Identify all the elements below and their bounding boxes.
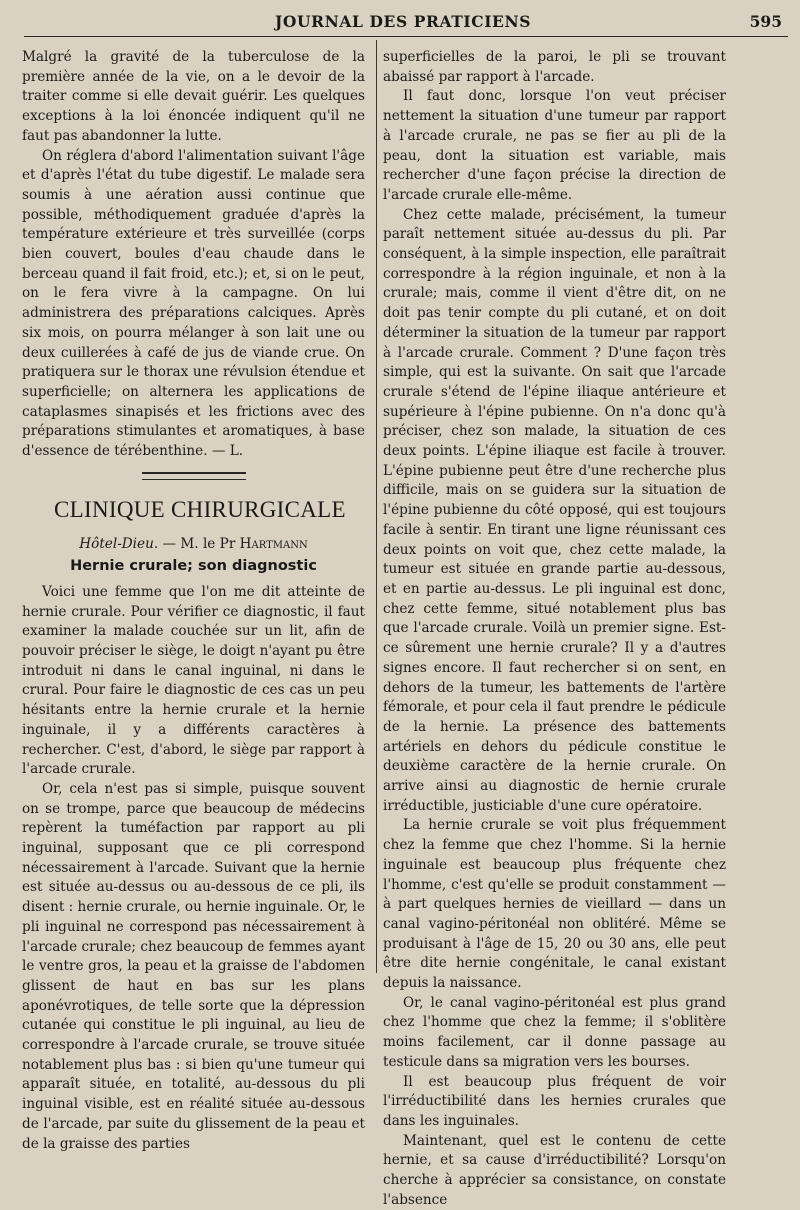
page-number: 595 bbox=[749, 12, 782, 31]
byline-title: — M. le Pr bbox=[158, 536, 240, 553]
left-column bbox=[22, 48, 365, 1154]
byline-venue: Hôtel-Dieu. bbox=[79, 536, 159, 553]
byline bbox=[22, 535, 365, 555]
byline-author: Hartmann bbox=[239, 536, 308, 553]
paragraph: La hernie crurale se voit plus fréquemment chez la femme que chez l'homme. Si la hernie inguinale est beaucoup plus fréquente chez l'homme, c'est qu'elle se produit constamment — à part quelques hernies de vieillard — dans un canal vagino-péritonéal non oblitéré. Même se produisant à l'âge de 15, 20 ou 30 ans, elle peut être dite hernie congénitale, le canal existant depuis la naissance. bbox=[383, 817, 726, 992]
paragraph: On réglera d'abord l'alimentation suivant l'âge et d'après l'état du tube digestif. Le malade sera soumis à une aération aussi continue que possible, méthodiquement graduée d'après la température extérieure et très surveillée (corps bien couvert, boules d'eau chaude dans le berceau quand il fait froid, etc.); et, si on le peut, on le fera vivre à la campagne. On lui administrera des préparations calciques. Après six mois, on pourra mélanger à son lait une ou deux cuillerées à café de jus de viande crue. On pratiquera sur le thorax une révulsion étendue et superficielle; on alternera les applications de cataplasmes sinapisés et les frictions avec des préparations stimulantes et aromatiques, à base d'essence de térébenthine. — L. bbox=[22, 147, 365, 460]
section-title: CLINIQUE CHIRURGICALE bbox=[54, 496, 346, 522]
paragraph: Il est beaucoup plus fréquent de voir l'irréductibilité dans les hernies crurales que dans les inguinales. bbox=[383, 1073, 726, 1129]
journal-title: JOURNAL DES PRATICIENS bbox=[274, 12, 532, 31]
paragraph: Or, cela n'est pas si simple, puisque souvent on se trompe, parce que beaucoup de médecins repèrent la tuméfaction par rapport au pli inguinal, supposant que ce pli correspond nécessairement à l'arcade. Suivant que la hernie est située au-dessus ou au-dessous de ce pli, ils disent : hernie crurale, ou hernie inguinale. Or, le pli inguinal ne correspond pas nécessairement à l'arcade crurale; chez beaucoup de femmes ayant le ventre gros, la peau et la graisse de l'abdomen glissent de haut en bas sur les plans aponévrotiques, de telle sorte que la dépression cutanée qui constitue le pli inguinal, au lieu de correspondre à l'arcade crurale, se trouve située notablement plus bas : si bien qu'une tumeur qui apparaît située, en totalité, au-dessous du pli inguinal visible, est en réalité située au-dessous de l'arcade, par suite du glissement de la peau et de la graisse des parties bbox=[22, 780, 365, 1152]
article-title: Hernie crurale; son diagnostic bbox=[70, 558, 317, 575]
running-head bbox=[20, 12, 786, 34]
paragraph: Voici une femme que l'on me dit atteinte de hernie crurale. Pour vérifier ce diagnostic, il faut examiner la malade couchée sur un lit, afin de pouvoir préciser le siège, le doigt n'ayant pu être introduit ni dans le canal inguinal, ni dans le crural. Pour faire le diagnostic de ces cas un peu hésitants entre la hernie crurale et la hernie inguinale, il y a différents caractères à rechercher. C'est, d'abord, le siège par rapport à l'arcade crurale. bbox=[22, 583, 365, 778]
paragraph: Malgré la gravité de la tuberculose de la première année de la vie, on a le devoir de la traiter comme si elle devait guérir. Les quelques exceptions à la loi énoncée indiquent qu'il ne faut pas abandonner la lutte. bbox=[22, 49, 365, 144]
section-divider bbox=[142, 472, 246, 480]
header-rule bbox=[24, 36, 788, 37]
paragraph: Chez cette malade, précisément, la tumeur paraît nettement située au-dessus du pli. Par conséquent, à la simple inspection, elle paraîtrait correspondre à la région inguinale, et non à la crurale; mais, comme il vient d'être dit, on ne doit pas tenir compte du pli cutané, et on doit déterminer la situation de la tumeur par rapport à l'arcade crurale. Comment ? D'une façon très simple, qui est la suivante. On sait que l'arcade crurale s'étend de l'épine iliaque antérieure et supérieure à l'épine pubienne. On n'a donc qu'à préciser, chez son malade, la situation de ces deux points. L'épine iliaque est facile à trouver. L'épine pubienne peut être d'une recherche plus difficile, mais on se guidera sur la situation de l'épine pubienne du côté opposé, qui est toujours facile à sentir. En tirant une ligne réunissant ces deux points on voit que, chez cette malade, la tumeur est située en grande partie au-dessous, et en partie au-dessus. Le pli inguinal est donc, chez cette femme, situé notablement plus bas que l'arcade crurale. Voilà un premier signe. Est-ce sûrement une hernie crurale? Il y a d'autres signes encore. Il faut rechercher si on sent, en dehors de la tumeur, les battements de l'artère fémorale, et pour cela il faut prendre le pédicule de la hernie. La présence des battements artériels en dehors du pédicule constitue le deuxième caractère de la hernie crurale. On arrive ainsi au diagnostic de hernie crurale irréductible, justiciable d'une cure opératoire. bbox=[383, 206, 726, 814]
paragraph: Il faut donc, lorsque l'on veut préciser nettement la situation d'une tumeur par rapport à l'arcade crurale, ne pas se fier au pli de la peau, dont la situation est variable, mais rechercher d'une façon précise la direction de l'arcade crurale elle-même. bbox=[383, 88, 726, 203]
paragraph: Or, le canal vagino-péritonéal est plus grand chez l'homme que chez la femme; il s'oblitère moins facilement, car il donne passage au testicule dans sa migration vers les bourses. bbox=[383, 994, 726, 1070]
paragraph: superficielles de la paroi, le pli se trouvant abaissé par rapport à l'arcade. bbox=[383, 49, 726, 85]
column-rule bbox=[376, 40, 377, 973]
right-column bbox=[383, 48, 726, 1210]
paragraph: Maintenant, quel est le contenu de cette hernie, et sa cause d'irréductibilité? Lorsqu'on cherche à apprécier sa consistance, on constate l'absence bbox=[383, 1132, 726, 1208]
